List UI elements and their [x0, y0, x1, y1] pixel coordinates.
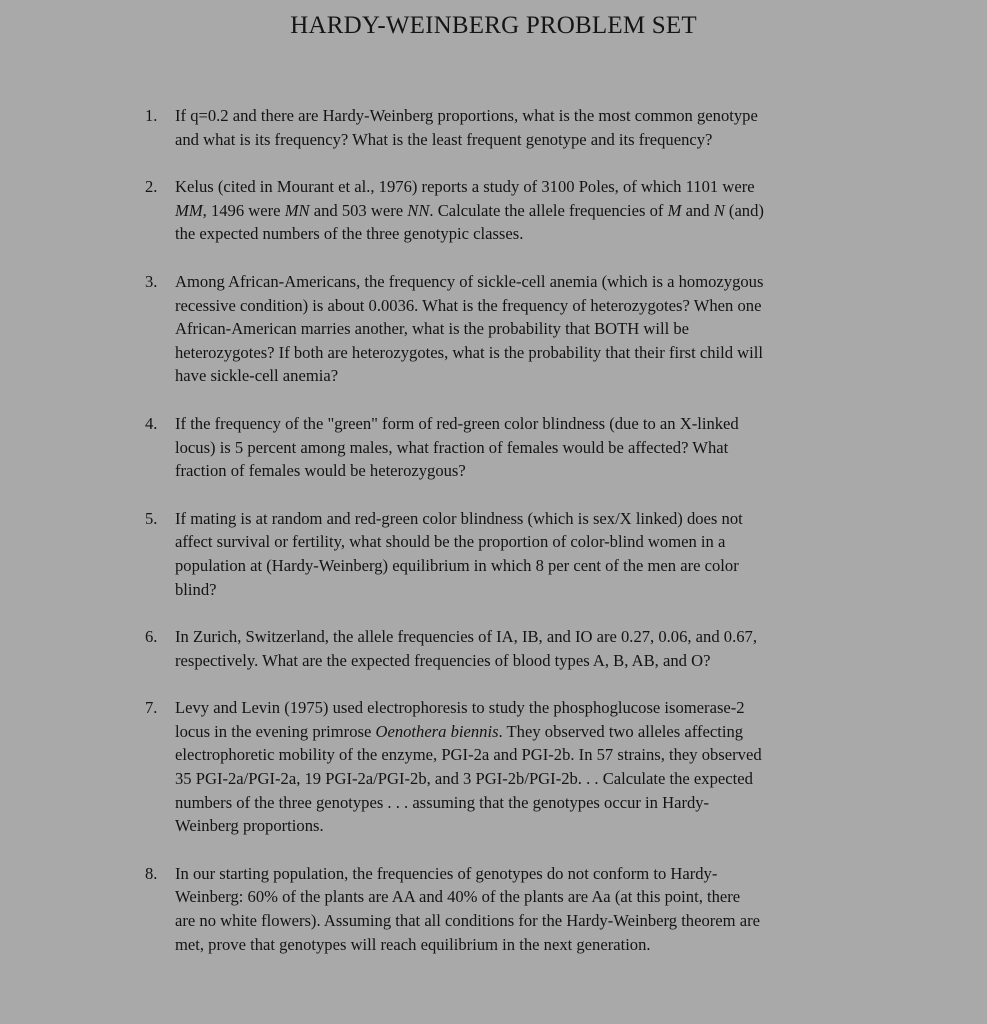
problem-line: and what is its frequency? What is the least frequent genotype and its frequency? [175, 129, 713, 149]
problem-item [145, 625, 873, 672]
problem-line: If mating is at random and red-green color blindness (which is sex/X linked) does not [175, 508, 743, 528]
problem-text [175, 270, 873, 388]
problem-line: respectively. What are the expected frequencies of blood types A, B, AB, and O? [175, 650, 711, 670]
problem-line: affect survival or fertility, what should be the proportion of color-blind women in a [175, 532, 726, 552]
problem-item [145, 696, 873, 838]
problem-line: locus) is 5 percent among males, what fraction of females would be affected? What [175, 437, 729, 457]
problem-number: 3. [145, 271, 158, 291]
problem-number: 5. [145, 508, 158, 528]
problem-line: electrophoretic mobility of the enzyme, PGI-2a and PGI-2b. In 57 strains, they observed [175, 745, 762, 765]
problem-number: 1. [145, 106, 158, 125]
problem-number: 6. [145, 627, 158, 647]
problem-line: population at (Hardy-Weinberg) equilibrium in which 8 per cent of the men are color [175, 555, 739, 575]
problem-line: In our starting population, the frequencies of genotypes do not conform to Hardy- [175, 863, 718, 883]
problem-line: the expected numbers of the three genotypic classes. [175, 224, 524, 244]
problem-line: numbers of the three genotypes . . . assuming that the genotypes occur in Hardy- [175, 792, 710, 812]
problem-line: Weinberg: 60% of the plants are AA and 40% of the plants are Aa (at this point, there [175, 887, 741, 907]
problem-number: 7. [145, 698, 158, 718]
problem-line: African-American marries another, what is the probability that BOTH will be [175, 319, 690, 339]
problem-number: 2. [145, 177, 158, 197]
problem-item [145, 104, 873, 151]
problem-item [145, 270, 873, 388]
problem-line: Kelus (cited in Mourant et al., 1976) reports a study of 3100 Poles, of which 1101 were [175, 177, 755, 197]
problem-line: Levy and Levin (1975) used electrophoresis to study the phosphoglucose isomerase-2 [175, 698, 745, 718]
problem-line: In Zurich, Switzerland, the allele frequencies of IA, IB, and IO are 0.27, 0.06, and 0.67, [175, 627, 757, 647]
problem-line: If q=0.2 and there are Hardy-Weinberg proportions, what is the most common genotype [175, 106, 758, 125]
problem-line: locus in the evening primrose Oenothera biennis. They observed two alleles affecting [175, 721, 744, 741]
problem-number: 8. [145, 863, 158, 883]
problem-line: are no white flowers). Assuming that all conditions for the Hardy-Weinberg theorem are [175, 911, 760, 931]
problem-line: If the frequency of the "green" form of red-green color blindness (due to an X-linked [175, 413, 739, 433]
problem-item [145, 412, 873, 483]
problem-line: Weinberg proportions. [175, 816, 324, 836]
problem-item [145, 175, 873, 246]
page-title: HARDY-WEINBERG PROBLEM SET [290, 12, 697, 39]
problem-text [175, 625, 873, 672]
problem-line: met, prove that genotypes will reach equilibrium in the next generation. [175, 934, 651, 954]
problem-text [175, 696, 873, 838]
problem-number: 4. [145, 413, 158, 433]
problem-line: heterozygotes? If both are heterozygotes, what is the probability that their first child will [175, 342, 763, 362]
problem-line: recessive condition) is about 0.0036. What is the frequency of heterozygotes? When one [175, 295, 762, 315]
problem-line: blind? [175, 579, 217, 599]
problem-item [145, 507, 873, 601]
problem-item [145, 862, 873, 956]
problem-line: Among African-Americans, the frequency of sickle-cell anemia (which is a homozygous [175, 271, 764, 291]
problem-text [175, 862, 873, 956]
problem-list [145, 104, 873, 980]
problem-text [175, 507, 873, 601]
problem-line: have sickle-cell anemia? [175, 366, 339, 386]
problem-line: 35 PGI-2a/PGI-2a, 19 PGI-2a/PGI-2b, and 3 PGI-2b/PGI-2b. . . Calculate the expected [175, 769, 753, 789]
problem-text [175, 104, 873, 151]
problem-text [175, 175, 873, 246]
problem-text [175, 412, 873, 483]
problem-line: fraction of females would be heterozygous? [175, 461, 466, 481]
problem-line: MM, 1496 were MN and 503 were NN. Calculate the allele frequencies of M and N (and) [175, 200, 764, 220]
